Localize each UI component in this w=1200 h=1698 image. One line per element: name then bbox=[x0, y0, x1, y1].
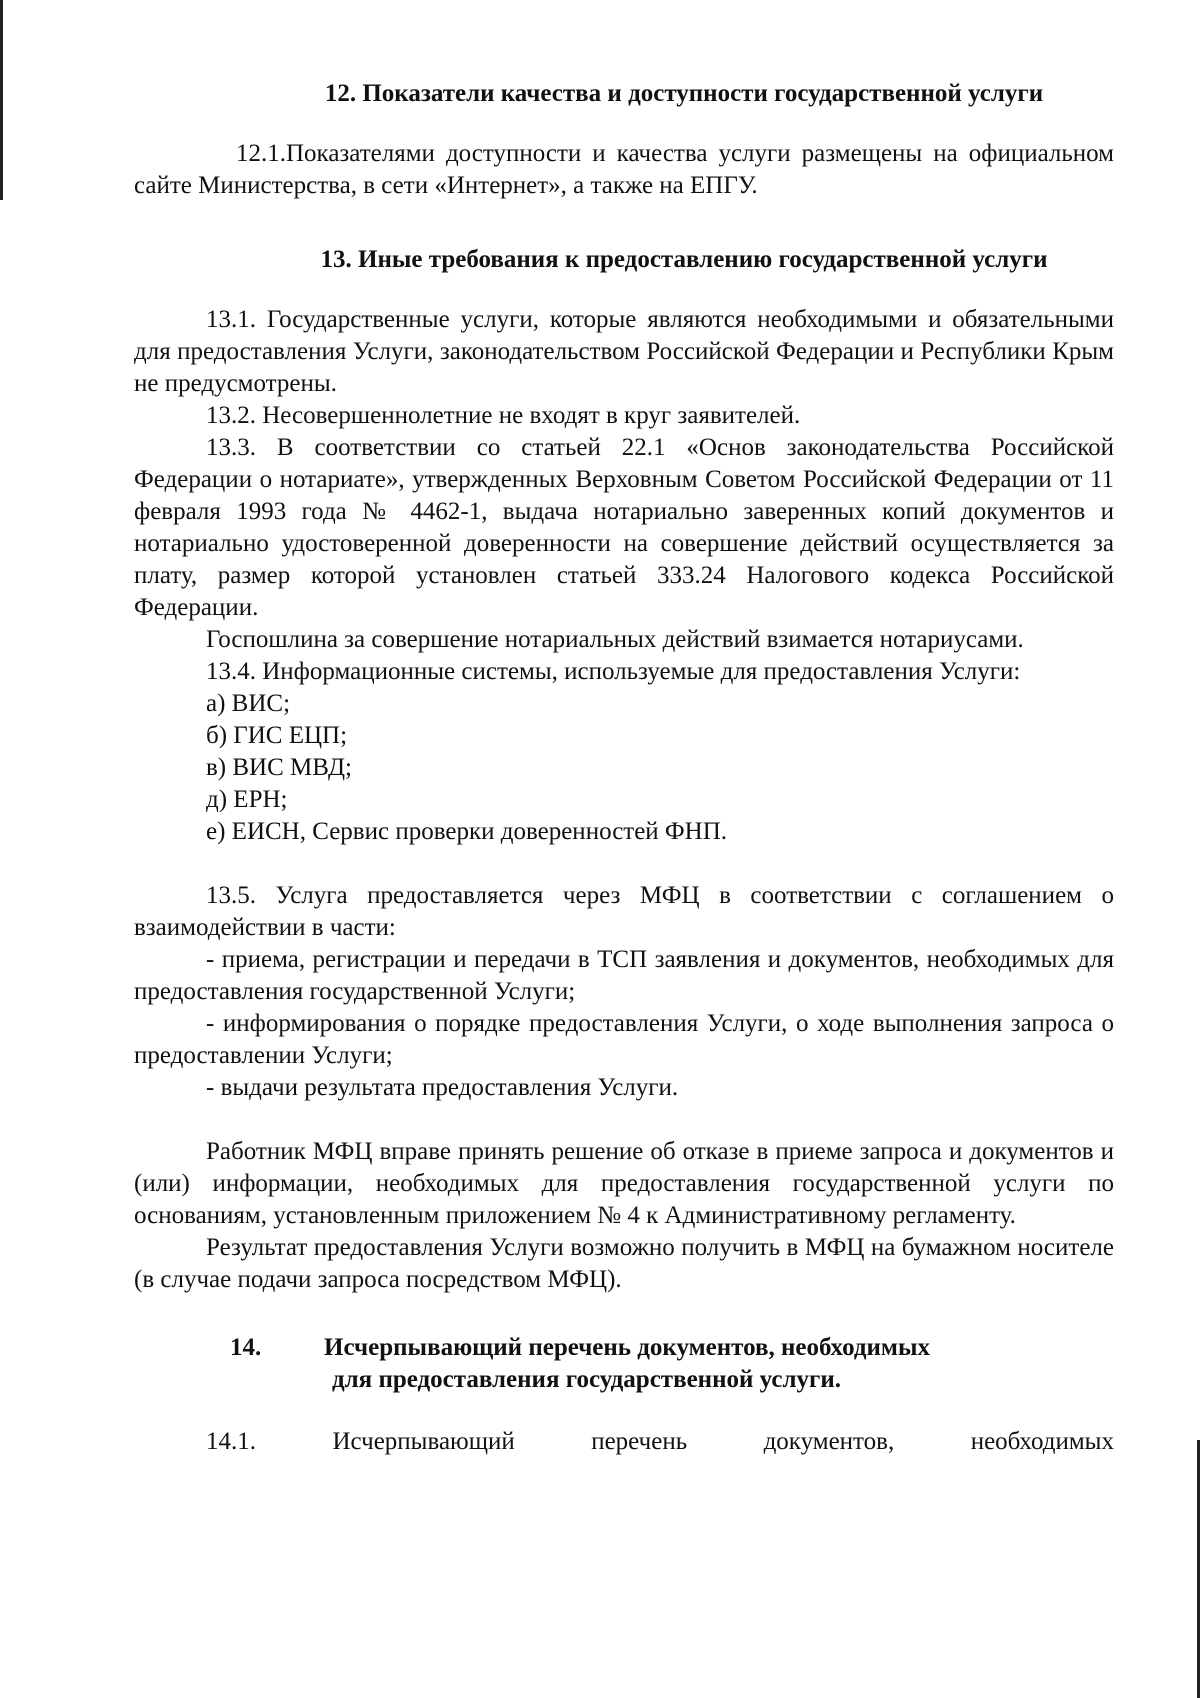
section-14-title-line1: Исчерпывающий перечень документов, необходимых bbox=[324, 1334, 930, 1361]
document-page bbox=[134, 78, 1114, 1458]
mfc-item-informing: - информирования о порядке предоставления Услуги, о ходе выполнения запроса о предоставлении Услуги; bbox=[134, 1010, 1114, 1069]
list-item: б) ГИС ЕЦП; bbox=[206, 722, 348, 749]
paragraph-12-1: 12.1.Показателями доступности и качества услуги размещены на официальном сайте Министерства, в сети «Интернет», а также на ЕПГУ. bbox=[134, 140, 1114, 199]
word: необходимых bbox=[970, 1428, 1114, 1455]
word: Исчерпывающий bbox=[332, 1428, 515, 1455]
list-item: е) ЕИСН, Сервис проверки доверенностей ФНП. bbox=[206, 818, 728, 845]
list-item: д) ЕРН; bbox=[206, 786, 288, 813]
paragraph-mfc-result: Результат предоставления Услуги возможно получить в МФЦ на бумажном носителе (в случае подачи запроса посредством МФЦ). bbox=[134, 1234, 1114, 1293]
spacer bbox=[134, 1104, 1114, 1136]
paragraph-13-4: 13.4. Информационные системы, используемые для предоставления Услуги: bbox=[206, 658, 1021, 685]
scan-edge-left bbox=[0, 0, 3, 200]
section-14-title bbox=[134, 1332, 1114, 1396]
paragraph-13-3: 13.3. В соответствии со статьей 22.1 «Основ законодательства Российской Федерации о нотариате», утвержденных Верховным Советом Российской Федерации от 11 февраля 1993 года № 4462-1, выдача нотариально заверенных копий документов и нотариально удостоверенной доверенности на совершение действий осуществляется за плату, размер которой установлен статьей 333.24 Налогового кодекса Российской Федерации. bbox=[134, 434, 1114, 621]
information-systems-list bbox=[134, 688, 1114, 848]
spacer bbox=[134, 848, 1114, 880]
section-13-title: 13. Иные требования к предоставлению государственной услуги bbox=[320, 246, 1048, 273]
mfc-item-issuance: - выдачи результата предоставления Услуги. bbox=[206, 1074, 679, 1101]
section-12-title: 12. Показатели качества и доступности государственной услуги bbox=[324, 80, 1044, 107]
paragraph-14-1 bbox=[134, 1426, 1114, 1458]
paragraph-state-fee: Госпошлина за совершение нотариальных действий взимается нотариусами. bbox=[206, 626, 1024, 653]
word: документов, bbox=[763, 1428, 895, 1455]
section-14-number: 14. bbox=[230, 1334, 262, 1361]
word: перечень bbox=[591, 1428, 688, 1455]
mfc-item-reception: - приема, регистрации и передачи в ТСП заявления и документов, необходимых для предоставления государственной Услуги; bbox=[134, 946, 1114, 1005]
word: 14.1. bbox=[206, 1428, 256, 1455]
list-item: а) ВИС; bbox=[206, 690, 291, 717]
section-14-title-line2: для предоставления государственной услуги. bbox=[332, 1366, 841, 1393]
paragraph-13-5: 13.5. Услуга предоставляется через МФЦ в соответствии с соглашением о взаимодействии в части: bbox=[134, 882, 1114, 941]
paragraph-13-2: 13.2. Несовершеннолетние не входят в круг заявителей. bbox=[206, 402, 801, 429]
paragraph-mfc-refusal: Работник МФЦ вправе принять решение об отказе в приеме запроса и документов и (или) информации, необходимых для предоставления государственной услуги по основаниям, установленным приложением № 4 к Административному регламенту. bbox=[134, 1138, 1114, 1229]
paragraph-13-1: 13.1. Государственные услуги, которые являются необходимыми и обязательными для предоставления Услуги, законодательством Российской Федерации и Республики Крым не предусмотрены. bbox=[134, 306, 1114, 397]
list-item: в) ВИС МВД; bbox=[206, 754, 352, 781]
